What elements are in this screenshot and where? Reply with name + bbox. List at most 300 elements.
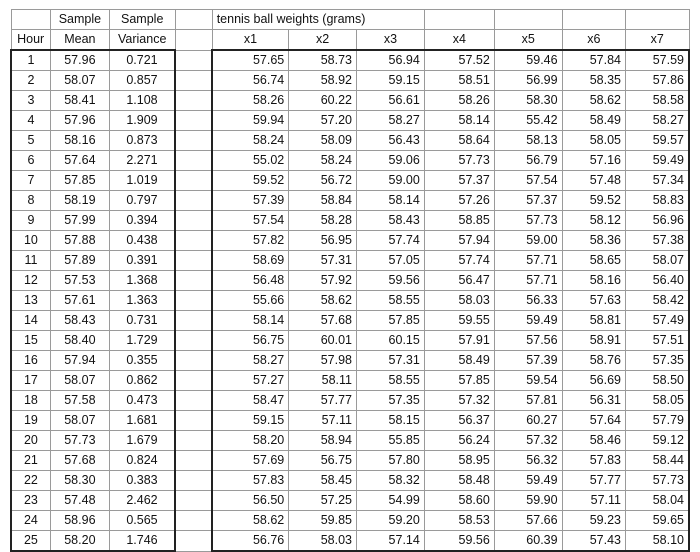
variance-cell: 0.731 <box>109 311 175 331</box>
mean-cell: 57.89 <box>50 251 109 271</box>
weight-cell: 57.11 <box>289 411 357 431</box>
variance-cell: 1.746 <box>109 531 175 552</box>
header-x4: x4 <box>424 30 494 51</box>
weight-cell: 58.28 <box>289 211 357 231</box>
table-row <box>11 191 689 211</box>
weight-cell: 57.85 <box>357 311 425 331</box>
weight-cell: 57.82 <box>212 231 289 251</box>
variance-cell: 0.565 <box>109 511 175 531</box>
weight-cell: 58.62 <box>289 291 357 311</box>
weight-cell: 59.46 <box>494 50 562 71</box>
weight-cell: 60.27 <box>494 411 562 431</box>
hour-cell: 12 <box>11 271 50 291</box>
variance-cell: 0.355 <box>109 351 175 371</box>
weight-cell: 57.81 <box>494 391 562 411</box>
hour-cell: 13 <box>11 291 50 311</box>
hour-cell: 23 <box>11 491 50 511</box>
hour-cell: 1 <box>11 50 50 71</box>
weight-cell: 58.49 <box>424 351 494 371</box>
spacer-cell <box>175 10 212 30</box>
weight-cell: 57.35 <box>626 351 690 371</box>
mean-cell: 57.94 <box>50 351 109 371</box>
mean-cell: 58.07 <box>50 371 109 391</box>
hour-cell: 5 <box>11 131 50 151</box>
weight-cell: 56.79 <box>494 151 562 171</box>
mean-cell: 58.30 <box>50 471 109 491</box>
weight-cell: 57.14 <box>357 531 425 552</box>
hour-cell: 17 <box>11 371 50 391</box>
weight-cell: 59.23 <box>562 511 625 531</box>
header-row-2 <box>11 30 689 51</box>
mean-cell: 58.20 <box>50 531 109 552</box>
hour-cell: 14 <box>11 311 50 331</box>
weight-cell: 56.94 <box>357 50 425 71</box>
weight-cell: 56.50 <box>212 491 289 511</box>
variance-cell: 1.679 <box>109 431 175 451</box>
weight-cell: 60.01 <box>289 331 357 351</box>
mean-cell: 57.53 <box>50 271 109 291</box>
hour-cell: 2 <box>11 71 50 91</box>
weight-cell: 59.56 <box>424 531 494 552</box>
hour-cell: 8 <box>11 191 50 211</box>
weight-cell: 57.91 <box>424 331 494 351</box>
weight-cell: 57.85 <box>424 371 494 391</box>
weight-cell: 59.94 <box>212 111 289 131</box>
weight-cell: 57.11 <box>562 491 625 511</box>
hour-cell: 11 <box>11 251 50 271</box>
weight-cell: 57.32 <box>494 431 562 451</box>
weight-cell: 60.22 <box>289 91 357 111</box>
weight-cell: 58.76 <box>562 351 625 371</box>
spacer-cell <box>175 271 212 291</box>
weight-cell: 56.69 <box>562 371 625 391</box>
weight-cell: 57.31 <box>357 351 425 371</box>
weight-cell: 54.99 <box>357 491 425 511</box>
variance-cell: 0.721 <box>109 50 175 71</box>
weight-cell: 58.91 <box>562 331 625 351</box>
weight-cell: 57.54 <box>212 211 289 231</box>
weight-cell: 57.49 <box>626 311 690 331</box>
weight-cell: 57.35 <box>357 391 425 411</box>
weight-cell: 58.44 <box>626 451 690 471</box>
weight-cell: 58.26 <box>212 91 289 111</box>
weight-cell: 57.77 <box>562 471 625 491</box>
variance-cell: 2.462 <box>109 491 175 511</box>
hour-cell: 25 <box>11 531 50 552</box>
table-row <box>11 331 689 351</box>
weight-cell: 56.61 <box>357 91 425 111</box>
weight-cell: 58.10 <box>626 531 690 552</box>
weight-cell: 58.51 <box>424 71 494 91</box>
spacer-cell <box>175 71 212 91</box>
spacer-cell <box>175 311 212 331</box>
spacer-cell <box>175 131 212 151</box>
weight-cell: 57.92 <box>289 271 357 291</box>
table-row <box>11 151 689 171</box>
weight-cell: 57.52 <box>424 50 494 71</box>
table-row <box>11 431 689 451</box>
table-row <box>11 171 689 191</box>
mean-cell: 57.85 <box>50 171 109 191</box>
table-row <box>11 131 689 151</box>
weight-cell: 58.15 <box>357 411 425 431</box>
weight-cell: 57.94 <box>424 231 494 251</box>
weight-cell: 56.43 <box>357 131 425 151</box>
mean-cell: 58.41 <box>50 91 109 111</box>
weight-cell: 58.81 <box>562 311 625 331</box>
weight-cell: 58.64 <box>424 131 494 151</box>
weight-cell: 57.74 <box>424 251 494 271</box>
header-mean-top: Sample <box>50 10 109 30</box>
weight-cell: 57.37 <box>424 171 494 191</box>
weight-cell: 56.31 <box>562 391 625 411</box>
weight-cell: 57.66 <box>494 511 562 531</box>
weight-cell: 56.40 <box>626 271 690 291</box>
spacer-cell <box>175 291 212 311</box>
mean-cell: 57.96 <box>50 50 109 71</box>
table-row <box>11 271 689 291</box>
hour-cell: 22 <box>11 471 50 491</box>
weight-cell: 58.35 <box>562 71 625 91</box>
spacer-cell <box>175 531 212 552</box>
weight-cell: 58.11 <box>289 371 357 391</box>
weight-cell: 57.59 <box>626 50 690 71</box>
variance-cell: 0.873 <box>109 131 175 151</box>
weight-cell: 58.03 <box>289 531 357 552</box>
variance-cell: 0.862 <box>109 371 175 391</box>
weight-cell: 57.65 <box>212 50 289 71</box>
weight-cell: 58.73 <box>289 50 357 71</box>
weight-cell: 58.07 <box>626 251 690 271</box>
weight-cell: 57.54 <box>494 171 562 191</box>
spacer-cell <box>175 171 212 191</box>
header-blank <box>626 10 690 30</box>
spacer-cell <box>175 451 212 471</box>
weight-cell: 56.95 <box>289 231 357 251</box>
weight-cell: 58.27 <box>212 351 289 371</box>
weight-cell: 58.24 <box>289 151 357 171</box>
weight-cell: 55.66 <box>212 291 289 311</box>
weight-cell: 58.47 <box>212 391 289 411</box>
header-variance-top: Sample <box>109 10 175 30</box>
weight-cell: 58.55 <box>357 291 425 311</box>
variance-cell: 1.909 <box>109 111 175 131</box>
weight-cell: 58.85 <box>424 211 494 231</box>
variance-cell: 0.391 <box>109 251 175 271</box>
weights-title: tennis ball weights (grams) <box>212 10 424 30</box>
weight-cell: 58.09 <box>289 131 357 151</box>
spacer-cell <box>175 111 212 131</box>
weight-cell: 57.34 <box>626 171 690 191</box>
mean-cell: 58.07 <box>50 71 109 91</box>
hour-cell: 21 <box>11 451 50 471</box>
variance-cell: 1.681 <box>109 411 175 431</box>
weight-cell: 58.05 <box>562 131 625 151</box>
weight-cell: 55.42 <box>494 111 562 131</box>
header-blank <box>11 10 50 30</box>
variance-cell: 1.368 <box>109 271 175 291</box>
weight-cell: 57.27 <box>212 371 289 391</box>
header-x3: x3 <box>357 30 425 51</box>
weight-cell: 56.33 <box>494 291 562 311</box>
weight-cell: 57.51 <box>626 331 690 351</box>
mean-cell: 58.19 <box>50 191 109 211</box>
mean-cell: 57.58 <box>50 391 109 411</box>
weight-cell: 59.57 <box>626 131 690 151</box>
hour-cell: 9 <box>11 211 50 231</box>
weight-cell: 58.92 <box>289 71 357 91</box>
spacer-cell <box>175 511 212 531</box>
weight-cell: 57.83 <box>562 451 625 471</box>
header-x7: x7 <box>626 30 690 51</box>
weight-cell: 56.76 <box>212 531 289 552</box>
weight-cell: 59.90 <box>494 491 562 511</box>
weight-cell: 59.49 <box>494 471 562 491</box>
weight-cell: 58.58 <box>626 91 690 111</box>
weight-cell: 58.49 <box>562 111 625 131</box>
weight-cell: 58.50 <box>626 371 690 391</box>
weight-cell: 57.68 <box>289 311 357 331</box>
weight-cell: 59.49 <box>626 151 690 171</box>
variance-cell: 0.824 <box>109 451 175 471</box>
hour-cell: 7 <box>11 171 50 191</box>
hour-cell: 6 <box>11 151 50 171</box>
weight-cell: 58.05 <box>626 391 690 411</box>
weight-cell: 58.03 <box>424 291 494 311</box>
weight-cell: 57.56 <box>494 331 562 351</box>
weight-cell: 56.75 <box>289 451 357 471</box>
weight-cell: 58.27 <box>357 111 425 131</box>
weight-cell: 58.45 <box>289 471 357 491</box>
weight-cell: 58.60 <box>424 491 494 511</box>
header-row-1 <box>11 10 689 30</box>
weight-cell: 56.24 <box>424 431 494 451</box>
weight-cell: 60.15 <box>357 331 425 351</box>
table-row <box>11 391 689 411</box>
table-row <box>11 50 689 71</box>
header-blank <box>494 10 562 30</box>
spacer-cell <box>175 391 212 411</box>
hour-cell: 20 <box>11 431 50 451</box>
weight-cell: 56.99 <box>494 71 562 91</box>
table-row <box>11 111 689 131</box>
weight-cell: 59.54 <box>494 371 562 391</box>
weight-cell: 58.42 <box>626 291 690 311</box>
header-x5: x5 <box>494 30 562 51</box>
table-row <box>11 351 689 371</box>
weight-cell: 56.47 <box>424 271 494 291</box>
weight-cell: 58.24 <box>212 131 289 151</box>
variance-cell: 0.857 <box>109 71 175 91</box>
variance-cell: 1.363 <box>109 291 175 311</box>
variance-cell: 1.019 <box>109 171 175 191</box>
weight-cell: 58.04 <box>626 491 690 511</box>
weight-cell: 58.14 <box>357 191 425 211</box>
weight-cell: 57.71 <box>494 271 562 291</box>
spacer-cell <box>175 91 212 111</box>
mean-cell: 58.96 <box>50 511 109 531</box>
variance-cell: 0.383 <box>109 471 175 491</box>
spacer-cell <box>175 491 212 511</box>
weight-cell: 57.86 <box>626 71 690 91</box>
weight-cell: 57.25 <box>289 491 357 511</box>
weight-cell: 57.98 <box>289 351 357 371</box>
weight-cell: 59.56 <box>357 271 425 291</box>
header-x1: x1 <box>212 30 289 51</box>
weight-cell: 58.84 <box>289 191 357 211</box>
mean-cell: 57.48 <box>50 491 109 511</box>
spacer-cell <box>175 331 212 351</box>
variance-cell: 0.394 <box>109 211 175 231</box>
weight-cell: 57.20 <box>289 111 357 131</box>
weight-cell: 58.65 <box>562 251 625 271</box>
table-row <box>11 91 689 111</box>
weight-cell: 55.02 <box>212 151 289 171</box>
spacer-cell <box>175 191 212 211</box>
mean-cell: 57.88 <box>50 231 109 251</box>
weight-cell: 56.37 <box>424 411 494 431</box>
weight-cell: 57.31 <box>289 251 357 271</box>
hour-cell: 4 <box>11 111 50 131</box>
table-row <box>11 231 689 251</box>
weight-cell: 58.12 <box>562 211 625 231</box>
weight-cell: 59.15 <box>212 411 289 431</box>
variance-cell: 1.729 <box>109 331 175 351</box>
weight-cell: 59.12 <box>626 431 690 451</box>
weight-cell: 57.79 <box>626 411 690 431</box>
table-row <box>11 71 689 91</box>
weight-cell: 58.53 <box>424 511 494 531</box>
spacer-cell <box>175 251 212 271</box>
spacer-cell <box>175 371 212 391</box>
mean-cell: 57.61 <box>50 291 109 311</box>
weight-cell: 56.32 <box>494 451 562 471</box>
weight-cell: 59.52 <box>212 171 289 191</box>
weight-cell: 58.14 <box>424 111 494 131</box>
table-row <box>11 411 689 431</box>
header-variance: Variance <box>109 30 175 51</box>
spacer-cell <box>175 151 212 171</box>
weight-cell: 57.77 <box>289 391 357 411</box>
weight-cell: 58.20 <box>212 431 289 451</box>
header-x2: x2 <box>289 30 357 51</box>
weight-cell: 57.32 <box>424 391 494 411</box>
spacer-cell <box>175 431 212 451</box>
hour-cell: 10 <box>11 231 50 251</box>
variance-cell: 0.473 <box>109 391 175 411</box>
weight-cell: 58.26 <box>424 91 494 111</box>
weight-cell: 58.95 <box>424 451 494 471</box>
weight-cell: 57.64 <box>562 411 625 431</box>
weight-cell: 57.37 <box>494 191 562 211</box>
weight-cell: 59.06 <box>357 151 425 171</box>
spacer-cell <box>175 50 212 71</box>
mean-cell: 57.73 <box>50 431 109 451</box>
weight-cell: 58.46 <box>562 431 625 451</box>
mean-cell: 57.96 <box>50 111 109 131</box>
table-row <box>11 511 689 531</box>
weight-cell: 57.63 <box>562 291 625 311</box>
table-row <box>11 251 689 271</box>
weight-cell: 58.62 <box>562 91 625 111</box>
weight-cell: 58.14 <box>212 311 289 331</box>
weight-cell: 57.71 <box>494 251 562 271</box>
weight-cell: 57.16 <box>562 151 625 171</box>
weight-cell: 57.83 <box>212 471 289 491</box>
weight-cell: 60.39 <box>494 531 562 552</box>
weight-cell: 57.69 <box>212 451 289 471</box>
weight-cell: 57.39 <box>212 191 289 211</box>
weight-cell: 56.74 <box>212 71 289 91</box>
table-row <box>11 211 689 231</box>
weight-cell: 57.80 <box>357 451 425 471</box>
weight-cell: 58.48 <box>424 471 494 491</box>
mean-cell: 58.16 <box>50 131 109 151</box>
weight-cell: 58.62 <box>212 511 289 531</box>
weight-cell: 59.00 <box>494 231 562 251</box>
spacer-cell <box>175 30 212 51</box>
table-row <box>11 531 689 552</box>
weight-cell: 57.73 <box>626 471 690 491</box>
weight-cell: 59.20 <box>357 511 425 531</box>
weight-cell: 56.75 <box>212 331 289 351</box>
weight-cell: 58.16 <box>562 271 625 291</box>
weight-cell: 57.26 <box>424 191 494 211</box>
table-row <box>11 311 689 331</box>
hour-cell: 16 <box>11 351 50 371</box>
weight-cell: 57.48 <box>562 171 625 191</box>
weight-cell: 56.96 <box>626 211 690 231</box>
weight-cell: 57.84 <box>562 50 625 71</box>
weight-cell: 59.65 <box>626 511 690 531</box>
weight-cell: 57.73 <box>494 211 562 231</box>
weight-cell: 59.55 <box>424 311 494 331</box>
table-row <box>11 471 689 491</box>
weight-cell: 58.43 <box>357 211 425 231</box>
tennis-ball-weights-table <box>10 9 690 552</box>
table-row <box>11 451 689 471</box>
weight-cell: 57.39 <box>494 351 562 371</box>
weight-cell: 57.74 <box>357 231 425 251</box>
weight-cell: 57.05 <box>357 251 425 271</box>
weight-cell: 59.49 <box>494 311 562 331</box>
mean-cell: 58.40 <box>50 331 109 351</box>
weight-cell: 57.43 <box>562 531 625 552</box>
hour-cell: 3 <box>11 91 50 111</box>
table-row <box>11 491 689 511</box>
weight-cell: 58.27 <box>626 111 690 131</box>
mean-cell: 57.68 <box>50 451 109 471</box>
spacer-cell <box>175 211 212 231</box>
hour-cell: 19 <box>11 411 50 431</box>
header-hour: Hour <box>11 30 50 51</box>
table-row <box>11 291 689 311</box>
variance-cell: 2.271 <box>109 151 175 171</box>
mean-cell: 58.43 <box>50 311 109 331</box>
weight-cell: 58.36 <box>562 231 625 251</box>
weight-cell: 59.15 <box>357 71 425 91</box>
weight-cell: 58.13 <box>494 131 562 151</box>
weight-cell: 58.83 <box>626 191 690 211</box>
weight-cell: 59.52 <box>562 191 625 211</box>
weight-cell: 57.38 <box>626 231 690 251</box>
weight-cell: 58.32 <box>357 471 425 491</box>
weight-cell: 58.94 <box>289 431 357 451</box>
variance-cell: 1.108 <box>109 91 175 111</box>
weight-cell: 56.48 <box>212 271 289 291</box>
hour-cell: 24 <box>11 511 50 531</box>
weight-cell: 57.73 <box>424 151 494 171</box>
